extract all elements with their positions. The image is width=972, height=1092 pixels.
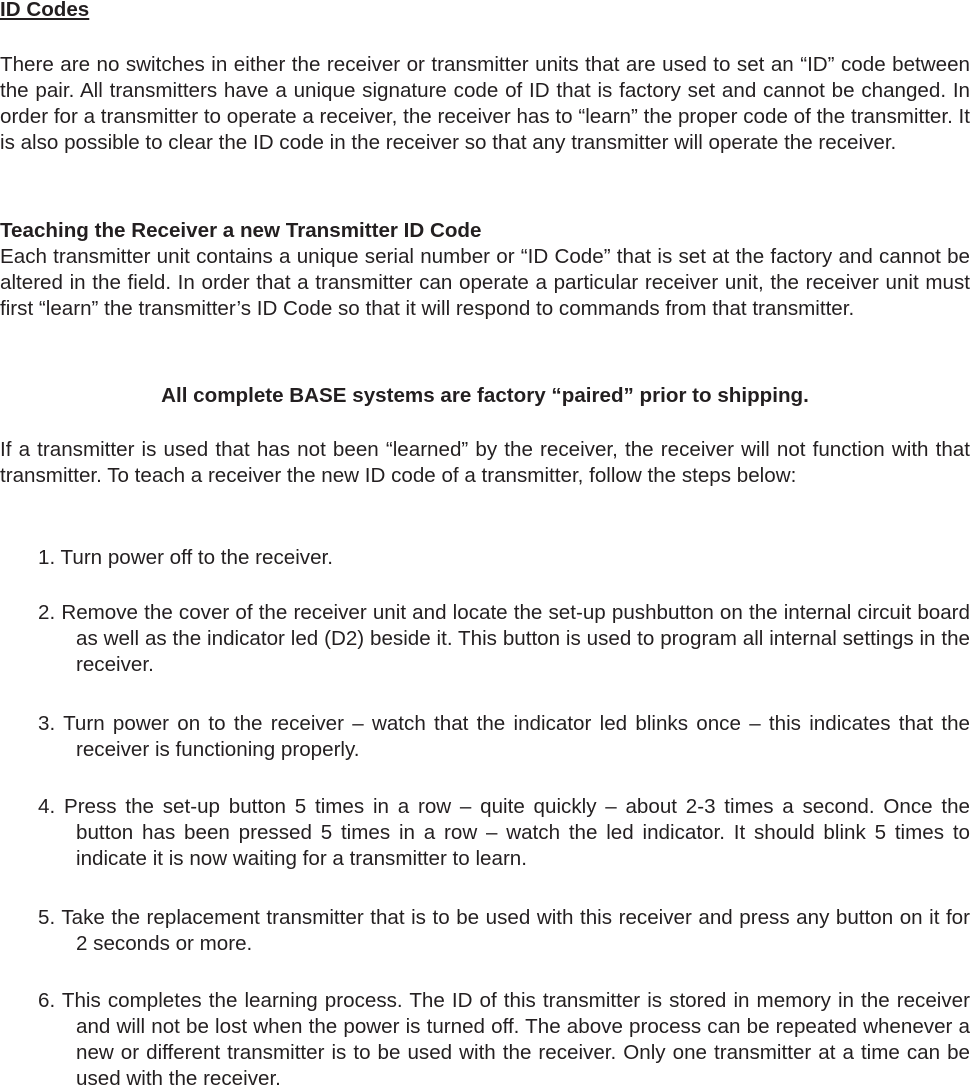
step-item: [38, 600, 970, 678]
step-text: This completes the learning process. The ID of this transmitter is stored in memory in the receiver and will not be lost when the power is turned off. The above process can be repeated whenever a new or different transmitter is to be used with the receiver. Only one transmitter at a time can be used with the receiver.: [61, 989, 970, 1090]
step-text: Turn power on to the receiver – watch that the indicator led blinks once – this indicates that the receiver is functioning properly.: [63, 712, 970, 761]
intro-paragraph: There are no switches in either the receiver or transmitter units that are used to set an “ID” code between the pair. All transmitters have a unique signature code of ID that is factory set and cannot be changed. In order for a transmitter to operate a receiver, the receiver has to “learn” the proper code of the transmitter. It is also possible to clear the ID code in the receiver so that any transmitter will operate the receiver.: [0, 53, 970, 154]
step-number: 4.: [38, 795, 56, 818]
step-text: Turn power off to the receiver.: [60, 546, 333, 569]
instructions-paragraph: If a transmitter is used that has not been “learned” by the receiver, the receiver will not function with that transmitter. To teach a receiver the new ID code of a transmitter, follow the steps below:: [0, 438, 970, 487]
step-number: 5.: [38, 906, 56, 929]
step-item: [38, 794, 970, 872]
step-text: Press the set-up button 5 times in a row – quite quickly – about 2-3 times a second. Once the button has been pressed 5 times in a row – watch the led indicator. It should blink 5 times to indicate it is now waiting for a transmitter to learn.: [63, 795, 970, 870]
page-title: ID Codes: [0, 0, 90, 21]
step-number: 1.: [38, 546, 56, 569]
step-number: 3.: [38, 712, 56, 735]
teaching-paragraph: Each transmitter unit contains a unique serial number or “ID Code” that is set at the factory and cannot be altered in the field. In order that a transmitter can operate a particular receiver unit, the receiver unit must first “learn” the transmitter’s ID Code so that it will respond to commands from that transmitter.: [0, 245, 970, 320]
teaching-heading: Teaching the Receiver a new Transmitter ID Code: [0, 219, 482, 242]
step-number: 2.: [38, 601, 56, 624]
factory-paired-notice: All complete BASE systems are factory “paired” prior to shipping.: [161, 384, 809, 407]
step-text: Remove the cover of the receiver unit and locate the set-up pushbutton on the internal circuit board as well as the indicator led (D2) beside it. This button is used to program all internal settings in the receiver.: [61, 601, 970, 676]
step-number: 6.: [38, 989, 56, 1012]
step-item: [38, 711, 970, 763]
step-item: [38, 988, 970, 1092]
step-text: Take the replacement transmitter that is to be used with this receiver and press any button on it for 2 seconds or more.: [61, 906, 970, 955]
step-item: [38, 905, 970, 957]
step-item: [38, 545, 970, 571]
